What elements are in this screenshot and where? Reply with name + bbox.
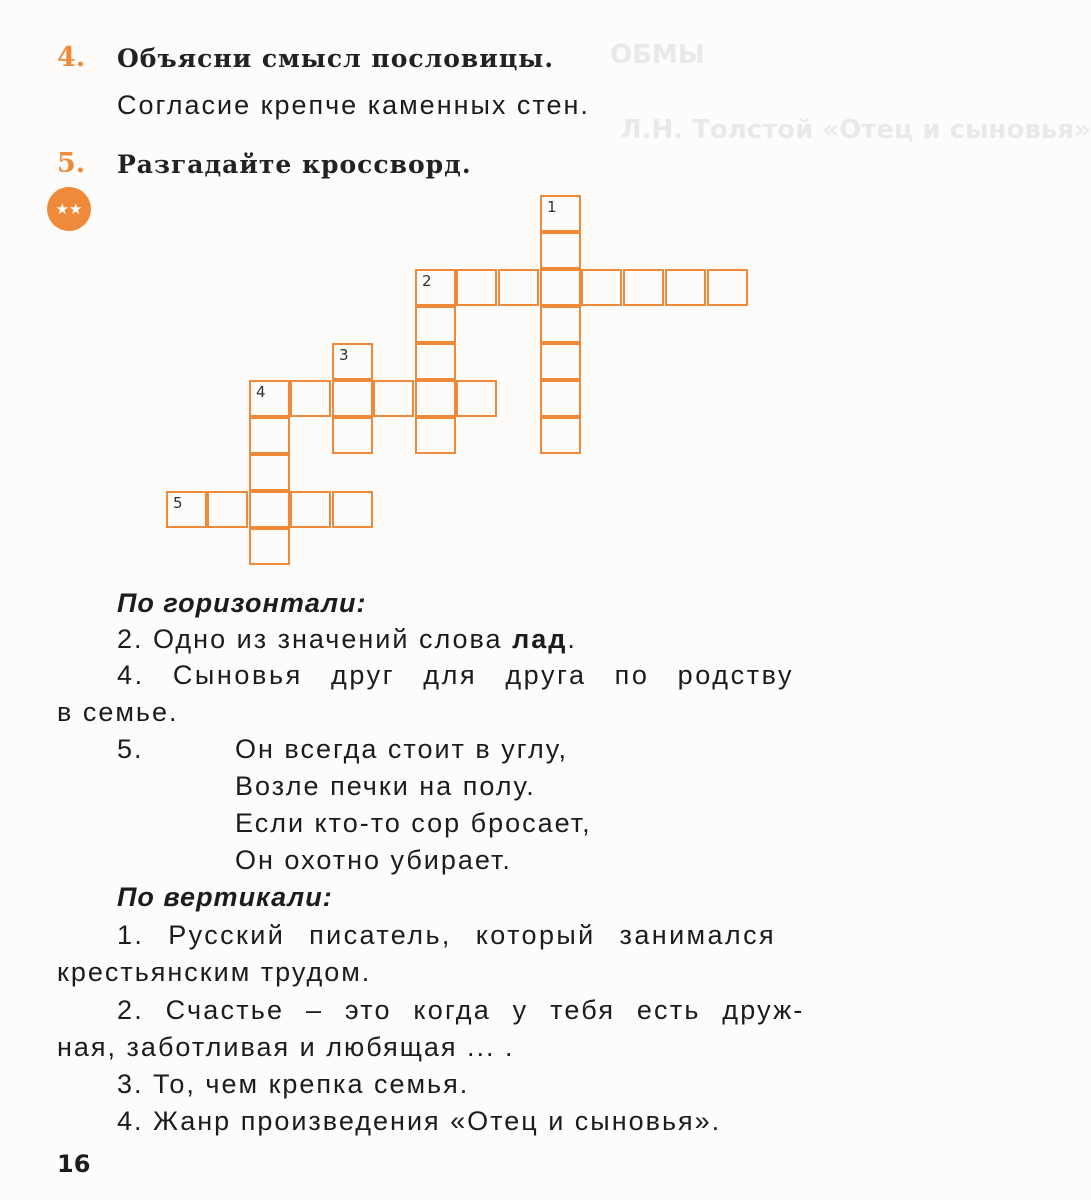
clue-h4-text: 4. Сыновья друг для друга по родству — [117, 660, 795, 690]
crossword-cell[interactable] — [456, 380, 497, 417]
horizontal-heading: По горизонтали: — [117, 588, 367, 618]
clue-v2-line2: ная, заботливая и любящая ... . — [57, 1032, 515, 1062]
clue-h5-poem-line4: Он охотно убирает. — [235, 845, 512, 875]
clue-h5-number: 5. — [117, 734, 144, 764]
crossword-cell[interactable] — [540, 343, 581, 380]
crossword-cell[interactable] — [540, 232, 581, 269]
clue-number-5: 5 — [173, 494, 183, 512]
crossword-cell[interactable] — [540, 269, 581, 306]
crossword-cell[interactable] — [415, 306, 456, 343]
crossword-cell[interactable] — [249, 380, 290, 417]
crossword-cell[interactable] — [332, 380, 373, 417]
clue-v4: 4. Жанр произведения «Отец и сыновья». — [117, 1106, 722, 1136]
crossword-cell[interactable] — [540, 380, 581, 417]
task-5-title: Разгадайте кроссворд. — [117, 150, 472, 179]
crossword-cell[interactable] — [540, 195, 581, 232]
clue-h5-poem-line1: Он всегда стоит в углу, — [235, 734, 569, 764]
show-through-text: Л.Н. Толстой «Отец и сыновья» — [620, 115, 1091, 145]
crossword-cell[interactable] — [249, 454, 290, 491]
crossword-cell[interactable] — [623, 269, 664, 306]
crossword-grid — [0, 0, 900, 580]
crossword-cell[interactable] — [456, 269, 497, 306]
clue-h2-period: . — [567, 624, 577, 654]
vertical-heading: По вертикали: — [117, 882, 333, 912]
crossword-cell[interactable] — [498, 269, 539, 306]
crossword-cell[interactable] — [166, 491, 207, 528]
clue-h5-poem-line3: Если кто-то сор бросает, — [235, 808, 592, 838]
crossword-cell[interactable] — [332, 491, 373, 528]
crossword-cell[interactable] — [249, 417, 290, 454]
crossword-cell[interactable] — [540, 417, 581, 454]
clue-number-1: 1 — [547, 198, 557, 216]
clue-v1-line1: 1. Русский писатель, который занимался — [117, 920, 777, 950]
crossword-cell[interactable] — [415, 417, 456, 454]
crossword-cell[interactable] — [207, 491, 248, 528]
show-through-text: ОБМЫ — [610, 40, 705, 70]
crossword-cell[interactable] — [415, 343, 456, 380]
crossword-cell[interactable] — [373, 380, 414, 417]
clue-h2 — [117, 624, 577, 655]
clue-v2-line1: 2. Счастье – это когда у тебя есть друж- — [117, 995, 805, 1025]
clue-h4-line2: в семье. — [57, 697, 179, 727]
clue-h5-poem-line2: Возле печки на полу. — [235, 771, 536, 801]
crossword-cell[interactable] — [249, 491, 290, 528]
clue-h2-text: 2. Одно из значений слова — [117, 624, 503, 654]
clue-number-3: 3 — [339, 346, 349, 364]
task-4-title: Объясни смысл пословицы. — [117, 44, 555, 73]
crossword-cell[interactable] — [332, 417, 373, 454]
clue-h2-word: лад — [512, 624, 568, 654]
crossword-cell[interactable] — [415, 380, 456, 417]
crossword-cell[interactable] — [581, 269, 622, 306]
clue-h4-line1 — [117, 660, 857, 691]
crossword-cell[interactable] — [707, 269, 748, 306]
crossword-cell[interactable] — [540, 306, 581, 343]
crossword-cell[interactable] — [415, 269, 456, 306]
clue-number-4: 4 — [256, 383, 266, 401]
crossword-cell[interactable] — [249, 528, 290, 565]
clue-number-2: 2 — [422, 272, 432, 290]
crossword-cell[interactable] — [665, 269, 706, 306]
two-stars-icon: ★★ — [47, 187, 91, 231]
task-4-number: 4. — [57, 42, 86, 73]
crossword-cell[interactable] — [290, 380, 331, 417]
crossword-cell[interactable] — [332, 343, 373, 380]
crossword-cell[interactable] — [290, 491, 331, 528]
clue-v3: 3. То, чем крепка семья. — [117, 1069, 470, 1099]
clue-v1-line2: крестьянским трудом. — [57, 957, 372, 987]
page-number: 16 — [57, 1150, 91, 1178]
task-4-proverb: Согласие крепче каменных стен. — [117, 90, 590, 120]
task-5-number: 5. — [57, 148, 86, 179]
